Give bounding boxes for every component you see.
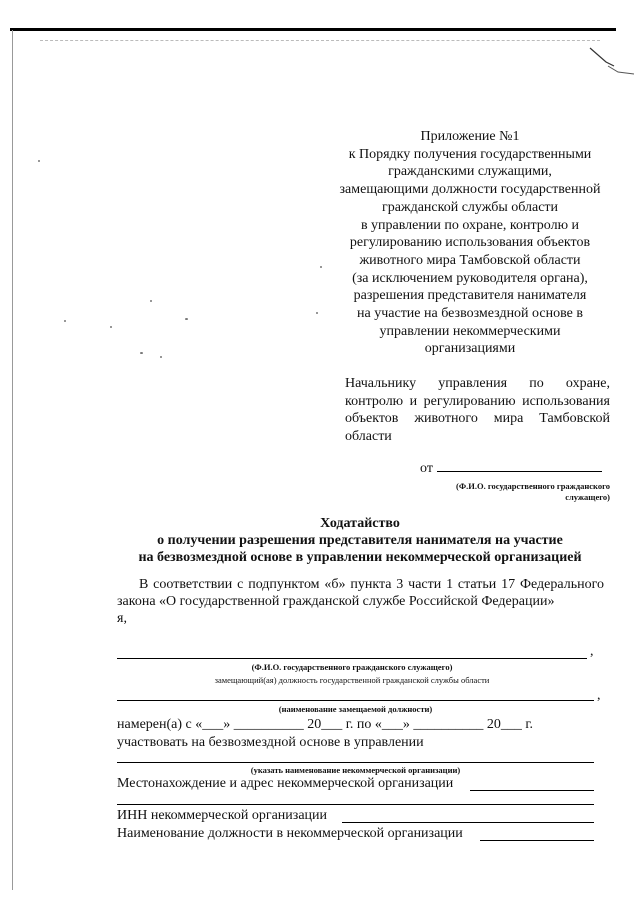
org-name-field[interactable] (117, 752, 594, 763)
location-label: Местонахождение и адрес некоммерческой организации (117, 776, 454, 791)
addressee-block: Начальнику управления по охране, контролю и регулированию использования объектов животного мира Тамбовской области (345, 376, 610, 444)
title-subline: на безвозмездной основе в управлении некоммерческой организацией (138, 550, 582, 565)
appendix-line: управлении некоммерческими (379, 323, 561, 339)
scan-speck (38, 160, 40, 162)
scan-border-left (12, 30, 13, 890)
appendix-line: животного мира Тамбовской области (359, 252, 581, 268)
org-position-label: Наименование должности в некоммерческой организации (117, 826, 463, 841)
scan-dashed-line (40, 40, 600, 41)
org-position-field[interactable] (480, 828, 594, 841)
inn-label: ИНН некоммерческой организации (117, 808, 328, 823)
document-title (110, 515, 610, 566)
title-heading: Ходатайство (320, 516, 400, 531)
appendix-line: (за исключением руководителя органа), (352, 270, 588, 286)
scan-speck (320, 266, 322, 268)
appendix-line: организациями (424, 341, 516, 357)
scan-speck (140, 352, 143, 354)
appendix-line: Приложение №1 (420, 129, 520, 144)
scan-speck (160, 356, 162, 358)
position-comma: , (597, 688, 601, 703)
from-block (420, 459, 610, 503)
appendix-line: гражданской службы области (381, 199, 559, 215)
appendix-header (330, 128, 610, 358)
position-field[interactable] (117, 690, 594, 701)
position-caption: замещающий(ая) должность государственной гражданской службы области (214, 675, 490, 685)
from-caption (420, 481, 610, 503)
org-name-caption: (указать наименование некоммерческой организации) (250, 765, 461, 775)
scan-speck (110, 326, 112, 328)
legal-basis-text: В соответствии с подпунктом «б» пункта 3 части 1 статьи 17 Федерального закона «О государственной гражданской службе Российской Федерации» (117, 577, 604, 609)
scan-border-top (10, 28, 616, 31)
from-caption-line: (Ф.И.О. государственного гражданского (456, 481, 610, 491)
intend-dates-line: намерен(а) с «___» __________ 20___ г. по «___» __________ 20___ г. (117, 717, 534, 732)
body-paragraph (117, 576, 604, 627)
scan-speck (150, 300, 152, 302)
from-label: от (420, 461, 433, 476)
from-caption-line: служащего) (565, 492, 610, 502)
participate-line: участвовать на безвозмездной основе в управлении (117, 735, 424, 750)
appendix-line: в управлении по охране, контролю и (360, 217, 580, 233)
fio-comma: , (590, 644, 594, 659)
scan-corner-mark (588, 44, 636, 80)
from-fio-field[interactable] (437, 459, 602, 472)
appendix-line: гражданскими служащими, (388, 164, 552, 180)
location-field[interactable] (470, 778, 594, 791)
appendix-line: разрешения представителя нанимателя (353, 288, 587, 304)
location-field-continued[interactable] (117, 798, 594, 805)
scan-speck (64, 320, 66, 322)
ya-label: я, (117, 611, 127, 626)
fio-field[interactable] (117, 648, 587, 659)
scan-speck (316, 312, 318, 314)
title-subline: о получении разрешения представителя нанимателя на участие (157, 533, 563, 548)
appendix-line: регулированию использования объектов (349, 235, 591, 251)
appendix-line: замещающими должности государственной (339, 182, 601, 198)
position-name-caption: (наименование замещаемой должности) (278, 704, 433, 714)
appendix-line: к Порядку получения государственными (348, 146, 592, 162)
fio-caption: (Ф.И.О. государственного гражданского служащего) (251, 662, 453, 672)
scan-speck (185, 318, 188, 320)
inn-field[interactable] (342, 810, 594, 823)
appendix-line: на участие на безвозмездной основе в (357, 306, 583, 322)
